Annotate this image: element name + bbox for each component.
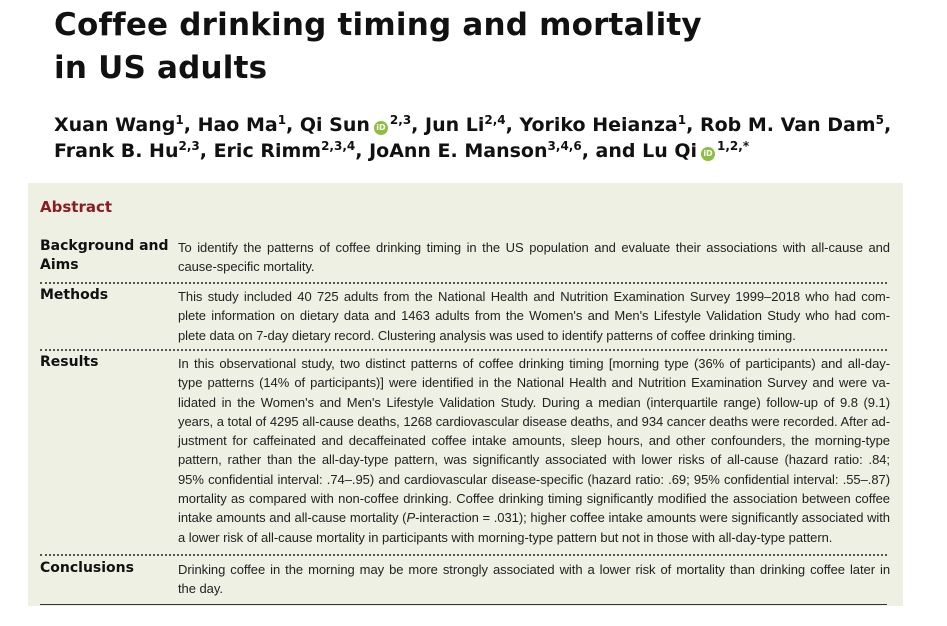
author-name: , Eric Rimm [199,140,322,162]
abstract-bottom-rule [40,604,887,605]
author-list [54,112,924,164]
author-line-1 [54,112,924,138]
author-name: Xuan Wang [54,114,176,136]
text-line: the day. [178,581,223,597]
author-affiliation: 1 [677,113,687,127]
text-line: a lower risk of all-cause mortality in participants with morning-type pattern but not in those with all-day-type pattern. [178,529,833,545]
author-affiliation: 1,2,* [717,139,750,153]
section-divider [40,282,887,284]
section-label: Conclusions [40,560,134,576]
text-line: plete information on dietary data and 1463 adults from the Women's and Men's Lifestyle Validation Study who had com- [178,308,890,324]
section-label-line: Background and [40,238,169,254]
author-affiliation: 3,4,6 [547,139,582,153]
author-name: , Qi Sun [286,114,370,136]
section-label [40,237,172,275]
text-line: plete data on 7-day dietary record. Clustering analysis was used to identify patterns of coffee drinking timing. [178,327,796,343]
section-text [178,238,890,277]
author-name: , Yoriko Heianza [505,114,678,136]
author-name: , Hao Ma [183,114,278,136]
author-affiliation: 2,3 [389,113,412,127]
text-line: justment for caffeinated and decaffeinated coffee intake amounts, sleep hours, and other confounders, the morning-type [178,433,890,449]
text-fragment: -interaction = .031); higher coffee intake amounts were significantly associated with [415,510,890,526]
text-line: 95% confidential interval: .74–.95) and cardiovascular disease-specific (hazard ratio: .69; 95% confidential interval: .55–.87) [178,471,890,487]
section-text [178,560,890,599]
text-line: This study included 40 725 adults from the National Health and Nutrition Examination Survey 1999–2018 who had com- [178,289,890,304]
text-italic-p: P [406,510,416,526]
author-name: , JoAnn E. Manson [355,140,548,162]
section-divider [40,349,887,351]
text-line: lidated in the Women's and Men's Lifestyle Validation Study. During a median (interquartile range) follow-up of 9.8 (9.1) [178,394,890,410]
text-line: To identify the patterns of coffee drinking timing in the US population and evaluate their associations with all-cause and [178,240,890,255]
author-line-2 [54,138,924,164]
paper-title-line-2: in US adults [54,50,268,86]
author-affiliation: 1 [277,113,287,127]
section-label: Results [40,354,99,370]
section-divider [40,554,887,556]
author-affiliation: 2,3 [178,139,200,153]
text-line [178,508,890,527]
author-affiliation: 2,4 [484,113,506,127]
abstract-box [28,183,903,606]
text-line: pattern, rather than the all-day-type pattern, was significantly associated with lower risks of all-cause (hazard ratio: .84; [178,452,890,468]
text-line: Drinking coffee in the morning may be more strongly associated with a lower risk of mortality than drinking coffee later in [178,562,890,577]
text-line: type patterns (14% of participants)] were identified in the National Health and Nutrition Examination Survey and were va- [178,375,890,391]
orcid-icon[interactable]: iD [374,121,388,135]
abstract-heading: Abstract [40,198,113,216]
text-line: cause-specific mortality. [178,259,315,275]
section-label-line: Aims [40,257,79,273]
text-fragment: intake amounts and all-cause mortality ( [178,510,407,526]
section-label: Methods [40,287,109,303]
author-affiliation: 1 [175,113,184,127]
author-affiliation: 5 [875,113,884,127]
text-line: years, a total of 4295 all-cause deaths, 1268 cardiovascular disease deaths, and 934 cancer deaths were recorded. After ad- [178,413,890,429]
author-name: , Rob M. Van Dam [686,114,876,136]
text-line: In this observational study, two distinct patterns of coffee drinking timing [morning type (36% of participants) and all-day- [178,356,890,371]
author-separator: , [883,114,892,136]
paper-title [54,4,914,90]
paper-title-line-1: Coffee drinking timing and mortality [54,7,702,43]
text-line: mortality as compared with non-coffee drinking. Coffee drinking timing significantly modified the association between coffee [178,491,890,507]
author-affiliation: 2,3,4 [321,139,356,153]
author-name: , and Lu Qi [581,140,698,162]
orcid-icon[interactable]: iD [701,147,715,161]
author-name: , Jun Li [411,114,485,136]
section-text [178,354,890,547]
author-name: Frank B. Hu [54,140,179,162]
section-text [178,287,890,345]
